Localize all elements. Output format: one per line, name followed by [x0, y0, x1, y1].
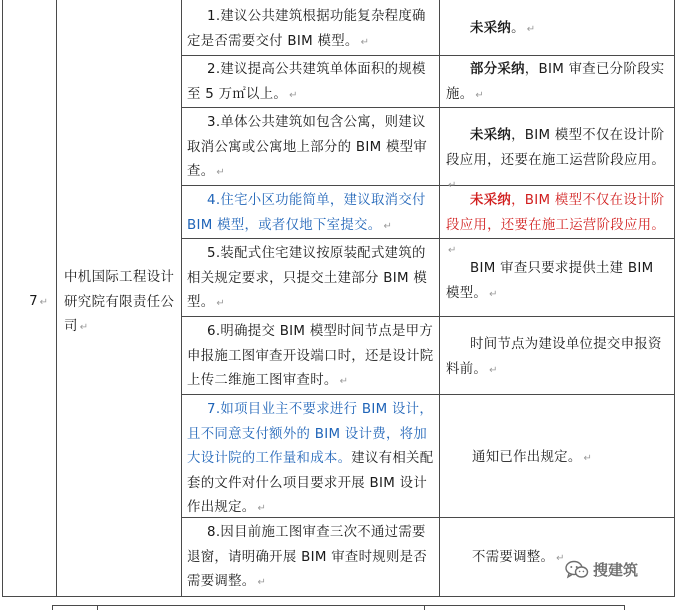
question-1: 1.建议公共建筑根据功能复杂程度确定是否需要交付 BIM 模型。 ↵	[187, 9, 426, 49]
reply-3: 未采纳，BIM 模型不仅在设计阶段应用，还要在施工运营阶段应用。↵	[446, 128, 666, 191]
reply-1: 未采纳。 ↵	[470, 21, 536, 36]
reply-8: 不需要调整。 ↵	[472, 550, 565, 565]
reply-2: 部分采纳，BIM 审查已分阶段实施。 ↵	[446, 62, 665, 102]
question-4: 4.住宅小区功能简单，建议取消交付 BIM 模型，或者仅地下室提交。 ↵	[187, 193, 426, 233]
question-7: 7.如项目业主不要求进行 BIM 设计，且不同意支付额外的 BIM 设计费，将加大设计院的工作量和成本。建议有相关配套的文件对什么项目要求开展 BIM 设计作出规定。 ↵	[187, 402, 434, 515]
reply-4: 未采纳，BIM 模型不仅在设计阶段应用，还要在施工运营阶段应用。↵	[446, 193, 666, 256]
watermark-text: 搜建筑	[593, 561, 639, 579]
watermark	[565, 559, 638, 580]
question-2: 2.建议提高公共建筑单体面积的规模至 5 万㎡以上。 ↵	[187, 62, 426, 102]
wechat-icon	[565, 560, 589, 580]
question-3: 3.单体公共建筑如包含公寓，则建议取消公寓或公寓地上部分的 BIM 模型审查。 ↵	[187, 115, 428, 179]
row-number: 7 ↵	[29, 294, 48, 309]
question-6: 6.明确提交 BIM 模型时间节点是甲方申报施工图审查开设端口时，还是设计院上传二维施工图审查时。 ↵	[187, 324, 434, 388]
reply-7: 通知已作出规定。 ↵	[472, 450, 593, 465]
organization-name: 中机国际工程设计研究院有限责任公司 ↵	[64, 270, 175, 334]
question-5: 5.装配式住宅建议按原装配式建筑的相关规定要求，只提交土建部分 BIM 模型。 ↵	[187, 246, 428, 310]
reply-6: 时间节点为建设单位提交申报资料前。 ↵	[446, 337, 662, 377]
reply-5: BIM 审查只要求提供土建 BIM 模型。 ↵	[446, 261, 654, 301]
question-8: 8.因目前施工图审查三次不通过需要退窗，请明确开展 BIM 审查时规则是否需要调整。 ↵	[187, 525, 428, 589]
